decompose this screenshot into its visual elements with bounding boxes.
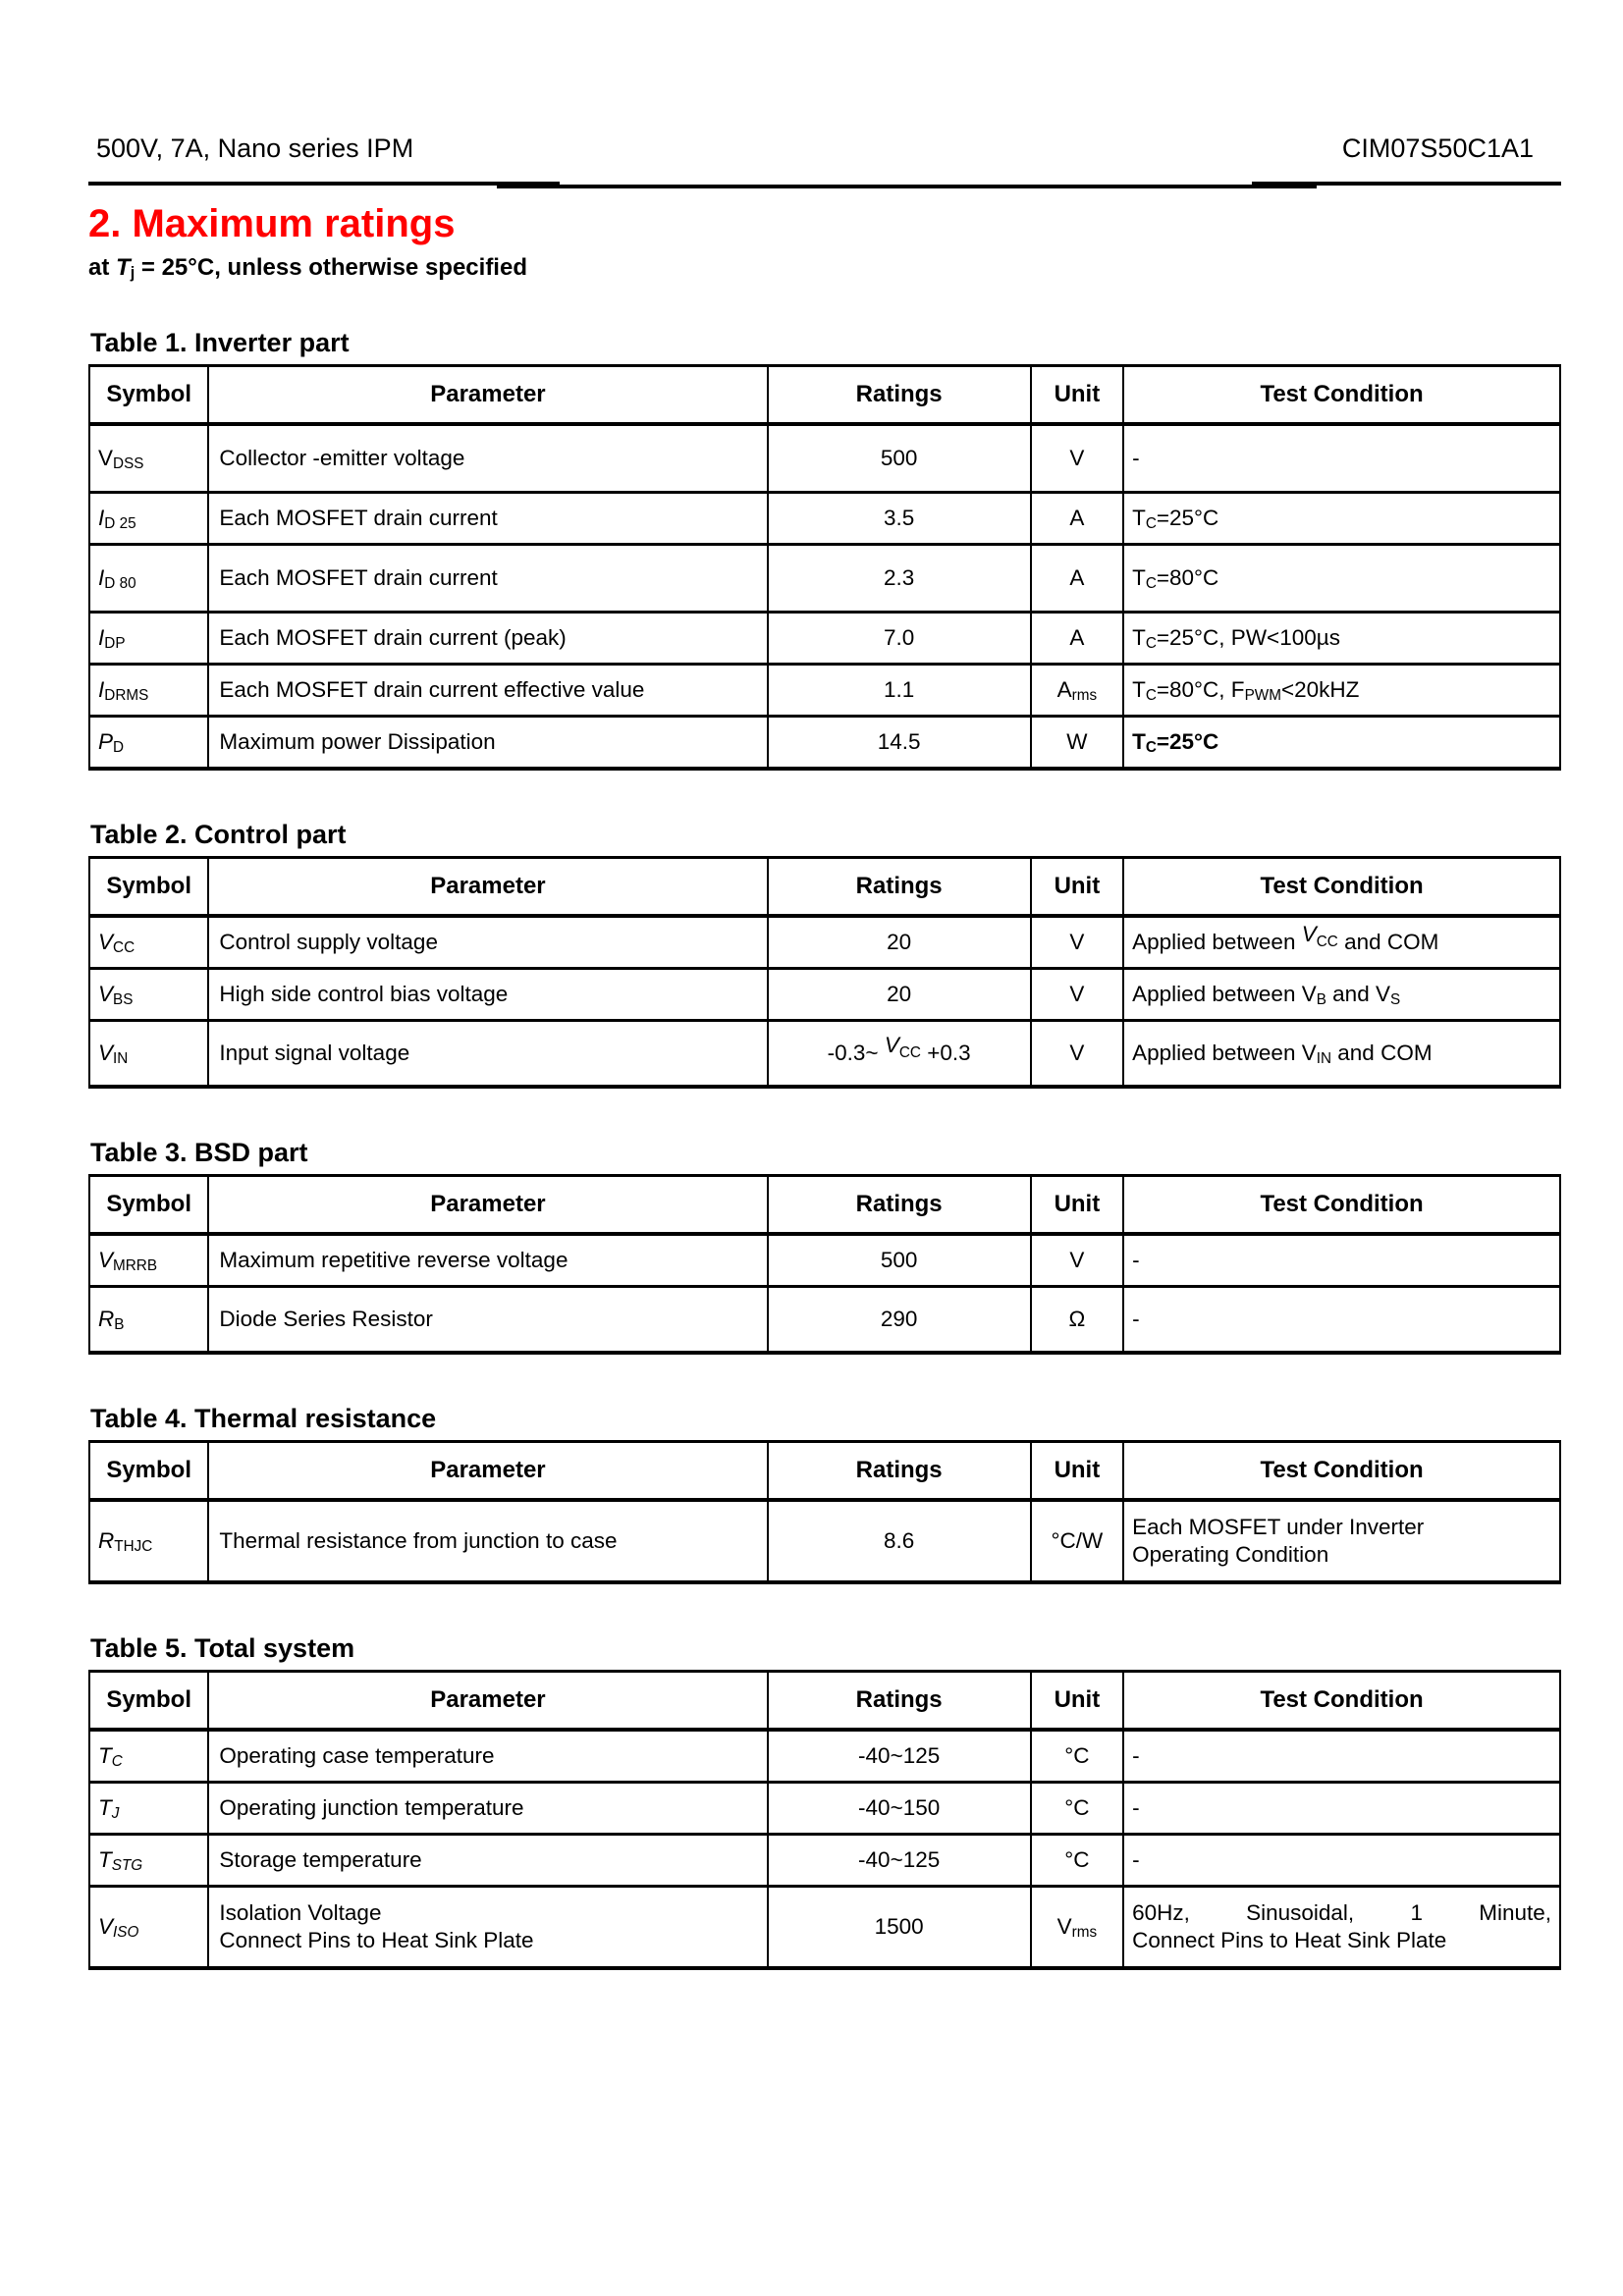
section-title: 2. Maximum ratings [88, 202, 456, 245]
table-row [89, 492, 1560, 544]
unit-cell: V [1031, 1234, 1123, 1287]
symbol-cell: TSTG [89, 1834, 208, 1886]
ratings-table [88, 1440, 1561, 1584]
page-header [88, 133, 1561, 164]
symbol-cell: VMRRB [89, 1234, 208, 1287]
parameter-cell: Maximum power Dissipation [208, 716, 767, 769]
column-header: Parameter [208, 365, 767, 424]
condition-cell: TC=25°C, PW<100µs [1123, 612, 1560, 664]
parameter-cell: Maximum repetitive reverse voltage [208, 1234, 767, 1287]
header-row [89, 365, 1560, 424]
parameter-cell: Storage temperature [208, 1834, 767, 1886]
column-header: Symbol [89, 1175, 208, 1234]
unit-cell: A [1031, 544, 1123, 612]
ratings-cell: 500 [768, 1234, 1031, 1287]
parameter-cell: Input signal voltage [208, 1020, 767, 1087]
condition-cell: TC=25°C [1123, 492, 1560, 544]
table-row [89, 968, 1560, 1020]
parameter-cell: Each MOSFET drain current [208, 492, 767, 544]
symbol-cell: IDRMS [89, 664, 208, 716]
parameter-cell: Operating case temperature [208, 1730, 767, 1783]
ratings-table [88, 364, 1561, 771]
ratings-cell: 1500 [768, 1886, 1031, 1968]
parameter-cell: Each MOSFET drain current [208, 544, 767, 612]
column-header: Symbol [89, 365, 208, 424]
header-row [89, 1175, 1560, 1234]
column-header: Ratings [768, 857, 1031, 916]
column-header: Ratings [768, 1175, 1031, 1234]
condition-cell: - [1123, 424, 1560, 493]
ratings-cell: -40~125 [768, 1730, 1031, 1783]
column-header: Unit [1031, 1671, 1123, 1730]
column-header: Unit [1031, 857, 1123, 916]
unit-cell: W [1031, 716, 1123, 769]
symbol-cell: VCC [89, 916, 208, 969]
table-title: Table 5. Total system [90, 1632, 355, 1663]
table-row [89, 612, 1560, 664]
unit-cell: V [1031, 968, 1123, 1020]
unit-cell: A [1031, 492, 1123, 544]
ratings-cell: -0.3~ VCC +0.3 [768, 1020, 1031, 1087]
ratings-cell: -40~150 [768, 1782, 1031, 1834]
condition-cell: 60Hz, Sinusoidal, 1 Minute, Connect Pins to Heat Sink Plate [1123, 1886, 1560, 1968]
column-header: Parameter [208, 1175, 767, 1234]
condition-cell: - [1123, 1834, 1560, 1886]
condition-cell: - [1123, 1730, 1560, 1783]
condition-cell: - [1123, 1782, 1560, 1834]
table-row [89, 916, 1560, 969]
symbol-cell: IDP [89, 612, 208, 664]
ratings-cell: 3.5 [768, 492, 1031, 544]
table-row [89, 1286, 1560, 1353]
parameter-cell: Each MOSFET drain current (peak) [208, 612, 767, 664]
column-header: Symbol [89, 857, 208, 916]
table-title: Table 1. Inverter part [90, 327, 350, 357]
column-header: Unit [1031, 1441, 1123, 1500]
table-row [89, 544, 1560, 612]
rule-segment [497, 185, 1318, 188]
column-header: Test Condition [1123, 1671, 1560, 1730]
ratings-cell: 1.1 [768, 664, 1031, 716]
ratings-table [88, 1670, 1561, 1970]
symbol-cell: TJ [89, 1782, 208, 1834]
symbol-cell: VIN [89, 1020, 208, 1087]
header-row [89, 1671, 1560, 1730]
table-row [89, 716, 1560, 769]
parameter-cell: Control supply voltage [208, 916, 767, 969]
symbol-cell: RTHJC [89, 1500, 208, 1582]
symbol-cell: PD [89, 716, 208, 769]
ratings-cell: 8.6 [768, 1500, 1031, 1582]
column-header: Unit [1031, 1175, 1123, 1234]
condition-cell: - [1123, 1234, 1560, 1287]
ratings-cell: -40~125 [768, 1834, 1031, 1886]
symbol-cell: ID 25 [89, 492, 208, 544]
condition-cell: Applied between VIN and COM [1123, 1020, 1560, 1087]
column-header: Unit [1031, 365, 1123, 424]
table-title: Table 4. Thermal resistance [90, 1403, 437, 1433]
parameter-cell: Operating junction temperature [208, 1782, 767, 1834]
unit-cell: °C [1031, 1730, 1123, 1783]
table-row [89, 1782, 1560, 1834]
ratings-cell: 14.5 [768, 716, 1031, 769]
column-header: Ratings [768, 1671, 1031, 1730]
condition-cell: - [1123, 1286, 1560, 1353]
tables-host [88, 328, 1561, 1970]
table-title: Table 2. Control part [90, 819, 347, 849]
unit-cell: V [1031, 1020, 1123, 1087]
table-row [89, 1234, 1560, 1287]
rule-segment [1252, 182, 1561, 186]
unit-cell: V [1031, 424, 1123, 493]
column-header: Parameter [208, 1671, 767, 1730]
column-header: Parameter [208, 1441, 767, 1500]
column-header: Symbol [89, 1441, 208, 1500]
ratings-cell: 7.0 [768, 612, 1031, 664]
section-subtitle: at Tj = 25°C, unless otherwise specified [88, 254, 527, 282]
rule-segment [88, 182, 560, 186]
part-number-text: CIM07S50C1A1 [1341, 133, 1534, 163]
table-row [89, 1834, 1560, 1886]
ratings-table [88, 856, 1561, 1089]
condition-cell: Applied between VCC and COM [1123, 916, 1560, 969]
parameter-cell: High side control bias voltage [208, 968, 767, 1020]
unit-cell: A [1031, 612, 1123, 664]
condition-cell: TC=25°C [1123, 716, 1560, 769]
ratings-cell: 2.3 [768, 544, 1031, 612]
column-header: Parameter [208, 857, 767, 916]
column-header: Test Condition [1123, 365, 1560, 424]
unit-cell: V [1031, 916, 1123, 969]
condition-cell: Each MOSFET under Inverter Operating Condition [1123, 1500, 1560, 1582]
ratings-cell: 20 [768, 968, 1031, 1020]
ratings-cell: 500 [768, 424, 1031, 493]
column-header: Symbol [89, 1671, 208, 1730]
symbol-cell: VDSS [89, 424, 208, 493]
unit-cell: °C [1031, 1834, 1123, 1886]
column-header: Test Condition [1123, 1441, 1560, 1500]
unit-cell: °C [1031, 1782, 1123, 1834]
table-row [89, 1500, 1560, 1582]
table-row [89, 664, 1560, 716]
unit-cell: Arms [1031, 664, 1123, 716]
table-row [89, 1730, 1560, 1783]
column-header: Test Condition [1123, 857, 1560, 916]
condition-cell: TC=80°C, FPWM<20kHZ [1123, 664, 1560, 716]
product-family-text: 500V, 7A, Nano series IPM [96, 133, 414, 163]
condition-cell: Applied between VB and VS [1123, 968, 1560, 1020]
symbol-cell: RB [89, 1286, 208, 1353]
table-row [89, 424, 1560, 493]
table-title: Table 3. BSD part [90, 1137, 308, 1167]
unit-cell: Ω [1031, 1286, 1123, 1353]
symbol-cell: TC [89, 1730, 208, 1783]
datasheet-page [88, 0, 1561, 1970]
symbol-cell: VBS [89, 968, 208, 1020]
column-header: Test Condition [1123, 1175, 1560, 1234]
parameter-cell: Each MOSFET drain current effective value [208, 664, 767, 716]
column-header: Ratings [768, 1441, 1031, 1500]
header-row [89, 1441, 1560, 1500]
header-rule [88, 182, 1561, 189]
unit-cell: °C/W [1031, 1500, 1123, 1582]
symbol-cell: ID 80 [89, 544, 208, 612]
parameter-cell: Collector -emitter voltage [208, 424, 767, 493]
table-row [89, 1020, 1560, 1087]
unit-cell: Vrms [1031, 1886, 1123, 1968]
column-header: Ratings [768, 365, 1031, 424]
parameter-cell: Thermal resistance from junction to case [208, 1500, 767, 1582]
parameter-cell: Diode Series Resistor [208, 1286, 767, 1353]
header-row [89, 857, 1560, 916]
symbol-cell: VISO [89, 1886, 208, 1968]
parameter-cell: Isolation Voltage Connect Pins to Heat Sink Plate [208, 1886, 767, 1968]
ratings-cell: 20 [768, 916, 1031, 969]
table-row [89, 1886, 1560, 1968]
ratings-cell: 290 [768, 1286, 1031, 1353]
ratings-table [88, 1174, 1561, 1355]
condition-cell: TC=80°C [1123, 544, 1560, 612]
